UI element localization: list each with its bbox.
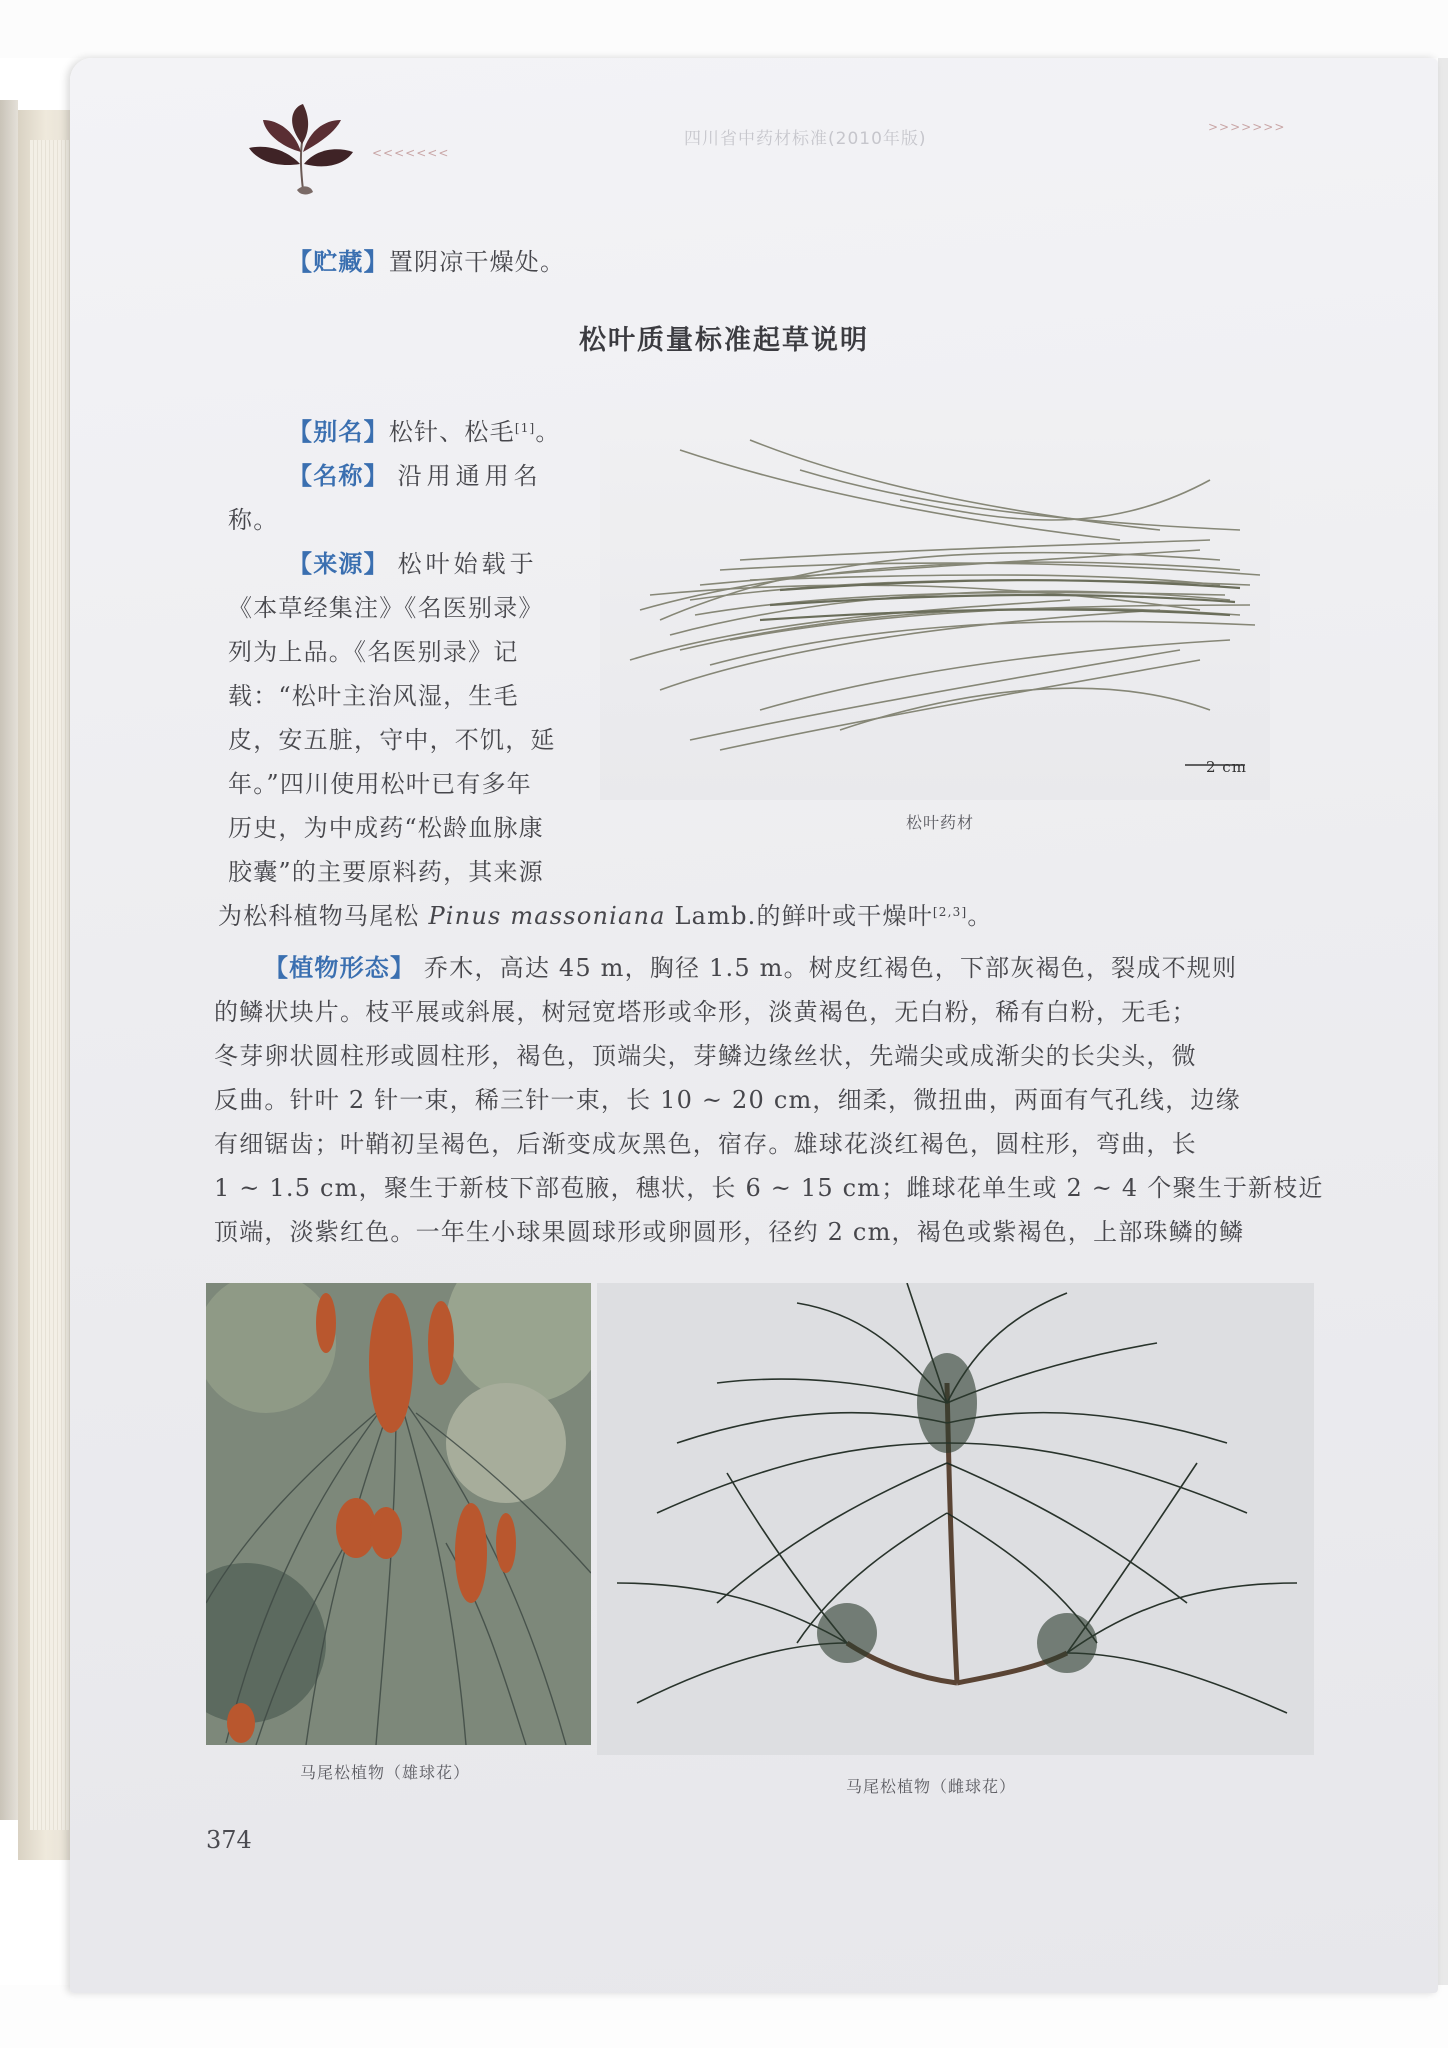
morphology-label: 【植物形态】 — [264, 954, 416, 982]
alias-end: 。 — [535, 418, 561, 446]
storage-label: 【贮藏】 — [288, 248, 389, 276]
scan-background-bottom — [0, 1985, 1448, 2048]
storage-paragraph — [288, 240, 565, 284]
male-photo-caption: 马尾松植物（雄球花） — [300, 1763, 471, 1782]
pine-needles-photo — [600, 410, 1270, 800]
scan-background-top — [0, 0, 1448, 58]
source-line-7: 胶囊”的主要原料药，其来源 — [228, 858, 544, 886]
source-line-2: 列为上品。《名医别录》记 — [228, 638, 519, 666]
male-cone-plant-photo — [206, 1283, 591, 1745]
male-cone-illustration — [206, 1283, 591, 1745]
page-number: 374 — [206, 1826, 252, 1854]
needles-caption: 松叶药材 — [906, 813, 975, 832]
source-last-prefix: 为松科植物马尾松 — [218, 902, 429, 930]
leaf-sprig-icon — [245, 102, 355, 202]
section-title: 松叶质量标准起草说明 — [579, 325, 869, 356]
pine-needles-illustration — [600, 410, 1270, 800]
female-photo-caption: 马尾松植物（雌球花） — [846, 1777, 1017, 1796]
alias-text: 松针、松毛 — [388, 418, 515, 446]
alias-paragraph — [288, 410, 561, 454]
name-text-2: 称。 — [228, 506, 279, 534]
source-label: 【来源】 — [288, 550, 389, 578]
source-line-3: 载：“松叶主治风湿，生毛 — [228, 682, 519, 710]
scale-bar-label: 2 cm — [1206, 758, 1247, 776]
name-label: 【名称】 — [288, 462, 389, 490]
storage-text: 置阴凉干燥处。 — [388, 248, 566, 276]
book-spine — [0, 100, 18, 1820]
source-line-5: 年。”四川使用松叶已有多年 — [228, 770, 532, 798]
morphology-line-2: 反曲。针叶 2 针一束，稀三针一束，长 10 ~ 20 cm，细柔，微扭曲，两面有气孔线，边缘 — [214, 1086, 1241, 1114]
morphology-first-line — [264, 946, 1237, 990]
morphology-line-4: 1 ~ 1.5 cm，聚生于新枝下部苞腋，穗状，长 6 ~ 15 cm；雌球花单生或 2 ~ 4 个聚生于新枝近 — [214, 1174, 1324, 1202]
name-paragraph — [288, 454, 543, 498]
source-ref: [2,3] — [932, 905, 968, 919]
alias-label: 【别名】 — [288, 418, 389, 446]
decorative-chevrons-left: <<<<<<< — [372, 146, 450, 160]
morphology-first-text: 乔木，高达 45 m，胸径 1.5 m。树皮红褐色，下部灰褐色，裂成不规则 — [424, 954, 1238, 982]
source-last-end: 。 — [967, 902, 993, 930]
morphology-line-1: 冬芽卵状圆柱形或圆柱形，褐色，顶端尖，芽鳞边缘丝状，先端尖或成渐尖的长尖头，微 — [214, 1042, 1197, 1070]
running-header-title: 四川省中药材标准(2010年版) — [684, 129, 927, 149]
source-line-6: 历史，为中成药“松龄血脉康 — [228, 814, 544, 842]
latin-name: Pinus massoniana — [428, 902, 666, 930]
female-cone-plant-photo — [597, 1283, 1314, 1755]
alias-ref: [1] — [514, 421, 536, 435]
name-text-1: 沿用通用名 — [397, 462, 543, 490]
source-line-4: 皮，安五脏，守中，不饥，延 — [228, 726, 556, 754]
female-cone-illustration — [597, 1283, 1314, 1755]
source-last-line — [218, 894, 993, 938]
source-last-suffix: Lamb.的鲜叶或干燥叶 — [665, 902, 933, 930]
source-line-1: 《本草经集注》《名医别录》 — [228, 594, 544, 622]
decorative-chevrons-right: >>>>>>> — [1208, 120, 1286, 134]
morphology-line-3: 有细锯齿；叶鞘初呈褐色，后渐变成灰黑色，宿存。雄球花淡红褐色，圆柱形，弯曲，长 — [214, 1130, 1197, 1158]
source-line-0: 松叶始载于 — [397, 550, 538, 578]
morphology-line-5: 顶端，淡紫红色。一年生小球果圆球形或卵圆形，径约 2 cm，褐色或紫褐色，上部珠鳞的鳞 — [214, 1218, 1245, 1246]
source-first-line — [288, 542, 538, 586]
morphology-line-0: 的鳞状块片。枝平展或斜展，树冠宽塔形或伞形，淡黄褐色，无白粉，稀有白粉，无毛； — [214, 998, 1197, 1026]
